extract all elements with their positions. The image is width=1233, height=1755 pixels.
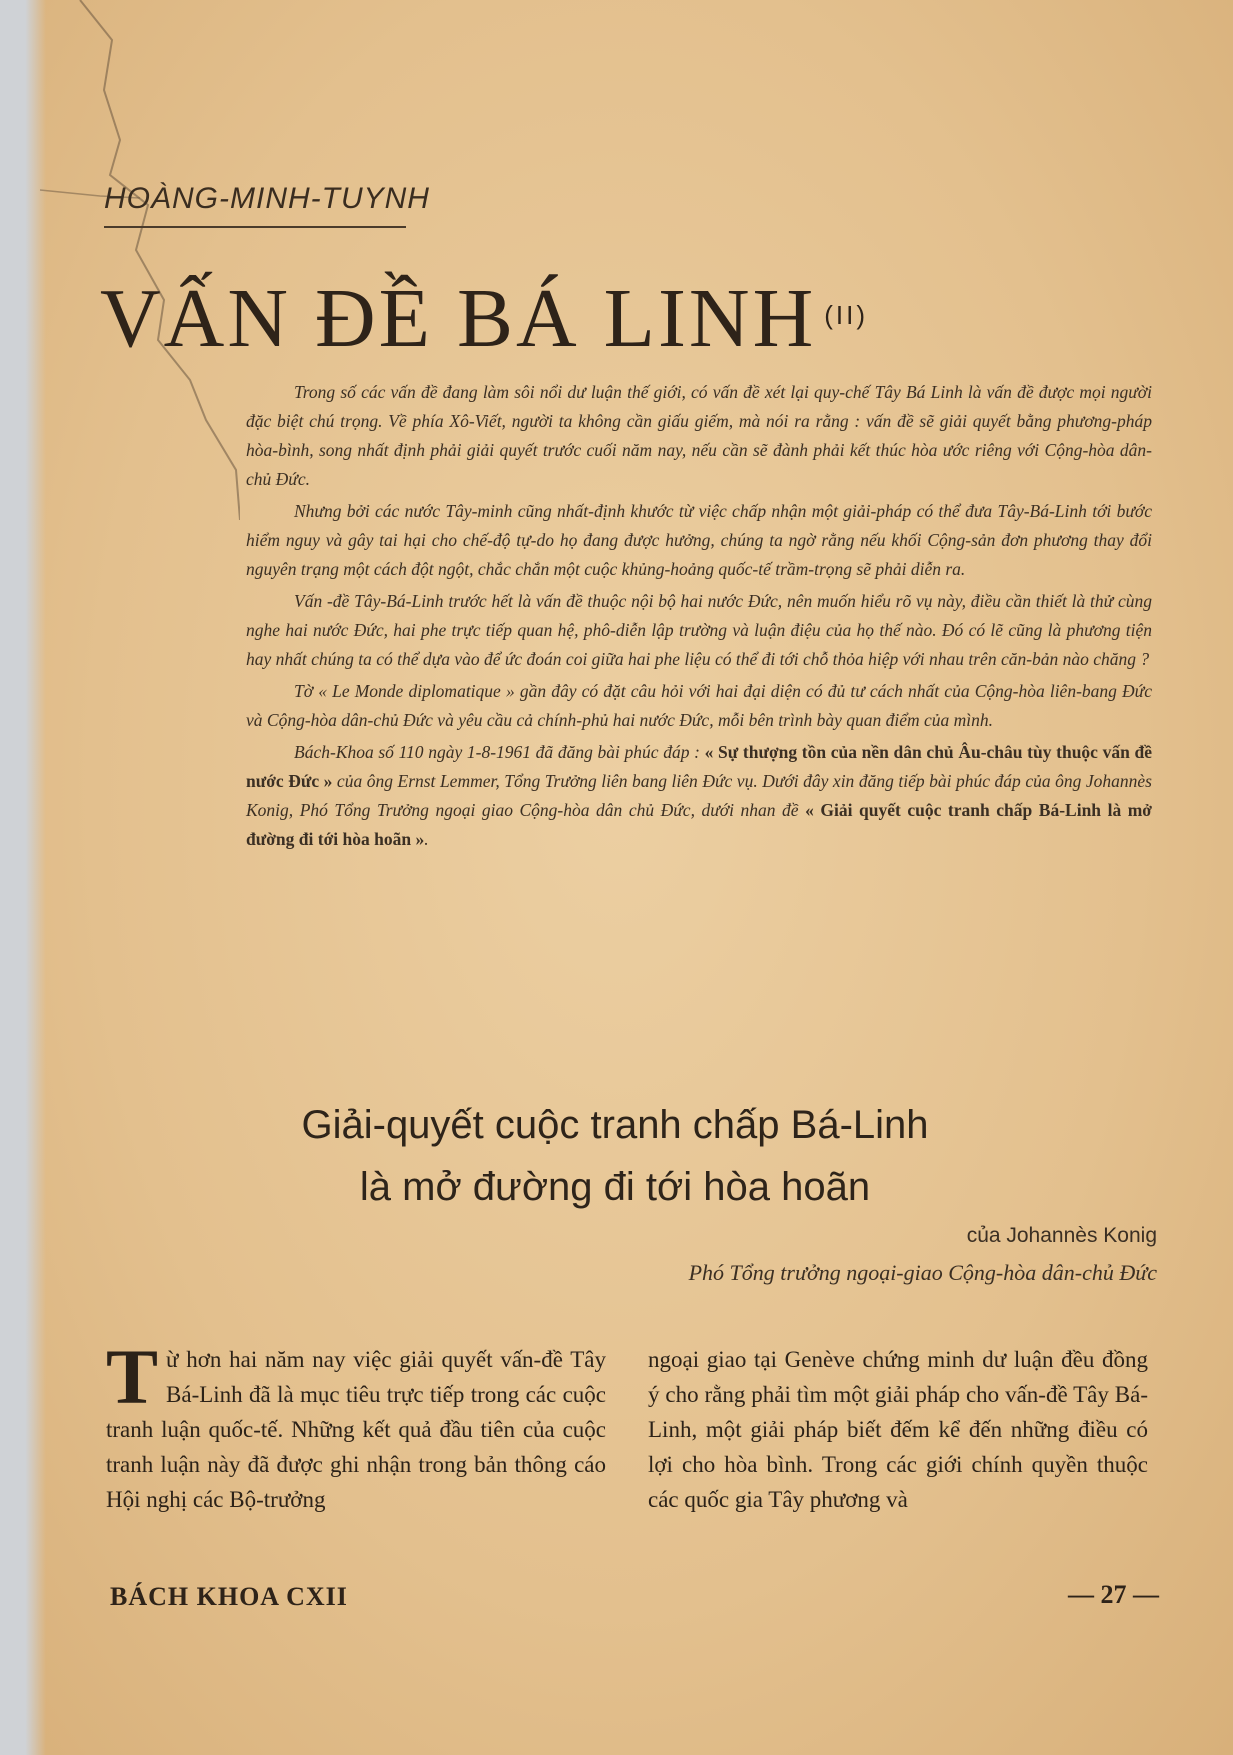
magazine-name: BÁCH KHOA CXII [110,1582,348,1611]
page-number: — 27 — [1068,1580,1159,1609]
cited-title: « Sự thượng tồn của nền dân chủ Âu-châu tùy thuộc vấn đề nước Đức » [246,742,1152,791]
body-column-left [106,1333,606,1517]
author-underline [104,226,406,228]
title-text: VẤN ĐỀ BÁ LINH [100,272,817,365]
byline: của Johannès Konig [966,1224,1157,1247]
title-part-number: (II) [824,300,869,330]
page-title [100,270,868,367]
body-text: ừ hơn hai năm nay việc giải quyết vấn-đề Tây Bá-Linh đã là mục tiêu trực tiếp trong các cuộc tranh luận quốc-tế. Những kết quả đầu tiên của cuộc tranh luận này đã được ghi nhận trong bản thông cáo Hội nghị các Bộ-trưởng [106,1347,606,1512]
intro-paragraph [246,738,1152,854]
intro-paragraph: Trong số các vấn đề đang làm sôi nổi dư luận thế giới, có vấn đề xét lại quy-chế Tây Bá Linh là vấn đề được mọi người đặc biệt chú trọng. Về phía Xô-Viết, người ta không cần giấu giếm, mà nói ra rằng : vấn đề sẽ giải quyết bằng phương-pháp hòa-bình, song nhất định phải giải quyết trước cuối năm nay, nếu cần sẽ đành phải kết thúc hòa ước riêng với Cộng-hòa dân-chủ Đức. [246,382,1152,489]
author-name: HOÀNG-MINH-TUYNH [104,182,430,215]
intro-paragraph: Vấn -đề Tây-Bá-Linh trước hết là vấn đề thuộc nội bộ hai nước Đức, nên muốn hiểu rõ vụ này, điều cần thiết là thử cùng nghe hai nước Đức, hai phe trực tiếp quan hệ, phô-diễn lập trường và luận điệu của họ thế nào. Đó có lẽ cũng là phương tiện hay nhất chúng ta có thể dựa vào để ức đoán coi giữa hai phe liệu có thể đi tới chỗ thỏa hiệp với nhau trên căn-bản nào chăng ? [246,591,1152,669]
author-role: Phó Tổng trưởng ngoại-giao Cộng-hòa dân-chủ Đức [688,1260,1157,1285]
body-column-right: ngoại giao tại Genève chứng minh dư luận đều đồng ý cho rằng phải tìm một giải pháp cho vấn-đề Tây Bá-Linh, một giải pháp biết đếm kể đến những điều có lợi cho hòa bình. Trong các giới chính quyền thuộc các quốc gia Tây phương và [648,1347,1148,1512]
intro-section [246,378,1152,857]
drop-cap: T [106,1333,159,1420]
article-title [150,1094,1080,1218]
intro-text: Bách-Khoa số 110 ngày 1-8-1961 đã đăng bài phúc đáp : [294,742,705,762]
intro-paragraph: Nhưng bởi các nước Tây-minh cũng nhất-định khước từ việc chấp nhận một giải-pháp có thể đưa Tây-Bá-Linh tới bước hiểm nguy và gây tai hại cho chế-độ tự-do họ đang được hưởng, chúng ta ngờ rằng nếu khối Cộng-sản đơn phương thay đổi nguyên trạng một cách đột ngột, chắc chắn một cuộc khủng-hoảng quốc-tế trầm-trọng sẽ phải diễn ra. [246,501,1152,579]
cited-title: « Giải quyết cuộc tranh chấp Bá-Linh là mở đường đi tới hòa hoãn » [246,800,1152,849]
intro-text: . [424,829,429,849]
article-title-line: là mở đường đi tới hòa hoãn [359,1165,871,1209]
paper-tear-mark [40,0,240,520]
intro-text: của ông Ernst Lemmer, Tổng Trưởng liên bang liên Đức vụ. Dưới đây xin đăng tiếp bài phúc đáp của ông Johannès Konig, Phó Tổng Trưởng ngoại giao Cộng-hòa dân chủ Đức, dưới nhan đề [246,771,1152,820]
article-title-line: Giải-quyết cuộc tranh chấp Bá-Linh [301,1103,929,1147]
intro-paragraph: Tờ « Le Monde diplomatique » gần đây có đặt câu hỏi với hai đại diện có đủ tư cách nhất của Cộng-hòa liên-bang Đức và Cộng-hòa dân-chủ Đức và yêu cầu cả chính-phủ hai nước Đức, mỗi bên trình bày quan điểm của mình. [246,681,1152,730]
